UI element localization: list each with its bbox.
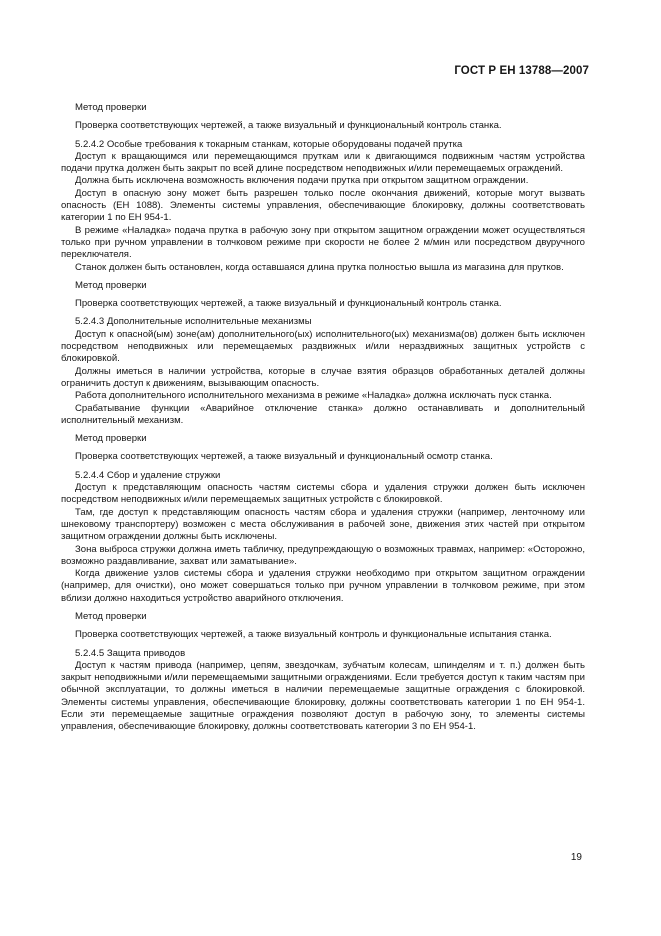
paragraph: Доступ к опасной(ым) зоне(ам) дополнительного(ых) исполнительного(ых) механизма(ов) должен быть исключен посредством неподвижных или перемещаемых раздвижных и/или нераздвижных защитных устройств с блокировкой. [61, 328, 585, 365]
paragraph: Станок должен быть остановлен, когда оставшаяся длина прутка полностью вышла из магазина для прутков. [75, 261, 564, 273]
section-heading: 5.2.4.5 Защита приводов [75, 647, 186, 659]
paragraph: Там, где доступ к представляющим опасность частям сбора и удаления стружки (например, ленточному или шнековому транспортеру) возможен с места обслуживания в рабочей зоне, движения этих частей при открытом защитном ограждении должны быть исключены. [61, 506, 585, 543]
method-heading: Метод проверки [75, 433, 147, 445]
method-text: Проверка соответствующих чертежей, а также визуальный и функциональный контроль станка. [75, 298, 502, 310]
paragraph: Работа дополнительного исполнительного механизма в режиме «Наладка» должна исключать пуск станка. [75, 390, 552, 402]
document-body [61, 96, 585, 734]
paragraph: Должны иметься в наличии устройства, которые в случае взятия образцов обработанных деталей должны ограничить доступ к движениям, вызывающим опасность. [61, 365, 585, 389]
page-number: 19 [570, 852, 582, 863]
paragraph: Должна быть исключена возможность включения подачи прутка при открытом защитном ограждении. [75, 175, 529, 187]
paragraph: В режиме «Наладка» подача прутка в рабочую зону при открытом защитном ограждении может осуществляться только при ручном управлении в толчковом режиме при скорости не более 2 м/мин или посредством двуручного переключателя. [61, 224, 585, 261]
method-text: Проверка соответствующих чертежей, а также визуальный и функциональный контроль станка. [75, 120, 502, 132]
paragraph: Доступ к частям привода (например, цепям, звездочкам, зубчатым колесам, шпинделям и т. п.) должен быть закрыт неподвижными и/или перемещаемыми защитными ограждениями. Если требуется доступ к таким частям при обычной эксплуатации, то должны иметься в наличии перемещаемые защитные ограждения с блокировкой. Элементы системы управления, обеспечивающие блокировку, должны соответствовать категории 1 по ЕН 954-1. Если эти перемещаемые защитные ограждения позволяют доступ в рабочую зону, то элементы системы управления, обеспечивающие блокировку, должны соответствовать категории 3 по ЕН 954-1. [61, 659, 585, 733]
paragraph: Доступ к представляющим опасность частям системы сбора и удаления стружки должен быть исключен посредством неподвижных и/или перемещаемых защитных устройств с блокировкой. [61, 482, 585, 506]
paragraph: Доступ в опасную зону может быть разрешен только после окончания движений, которые могут вызвать опасность (ЕН 1088). Элементы системы управления, обеспечивающие блокировку, должны соответствовать категории 1 по ЕН 954-1. [61, 187, 585, 224]
section-heading: 5.2.4.2 Особые требования к токарным станкам, которые оборудованы подачей прутка [75, 138, 463, 150]
paragraph: Срабатывание функции «Аварийное отключение станка» должно останавливать и дополнительный исполнительный механизм. [61, 402, 585, 426]
paragraph: Доступ к вращающимся или перемещающимся пруткам или к двигающимся подвижным частям устройства подачи прутка должен быть закрыт по всей длине посредством неподвижных и/или перемещаемых ограждений. [61, 150, 585, 175]
method-heading: Метод проверки [75, 102, 147, 113]
section-heading: 5.2.4.3 Дополнительные исполнительные механизмы [75, 316, 312, 328]
section-heading: 5.2.4.4 Сбор и удаление стружки [75, 469, 221, 481]
method-text: Проверка соответствующих чертежей, а также визуальный и функциональный осмотр станка. [75, 451, 493, 463]
method-text: Проверка соответствующих чертежей, а также визуальный контроль и функциональные испытания станка. [75, 629, 552, 641]
document-header: ГОСТ Р ЕН 13788—2007 [454, 65, 589, 77]
paragraph: Зона выброса стружки должна иметь табличку, предупреждающую о возможных травмах, например: «Осторожно, возможно раздавливание, захват или заматывание». [61, 543, 585, 567]
method-heading: Метод проверки [75, 279, 147, 291]
method-heading: Метод проверки [75, 610, 147, 622]
paragraph: Когда движение узлов системы сбора и удаления стружки необходимо при открытом защитном ограждении (например, для очистки), оно может совершаться только при ручном управлении в толчковом режиме, при этом вблизи должно находиться устройство аварийного отключения. [61, 568, 585, 604]
